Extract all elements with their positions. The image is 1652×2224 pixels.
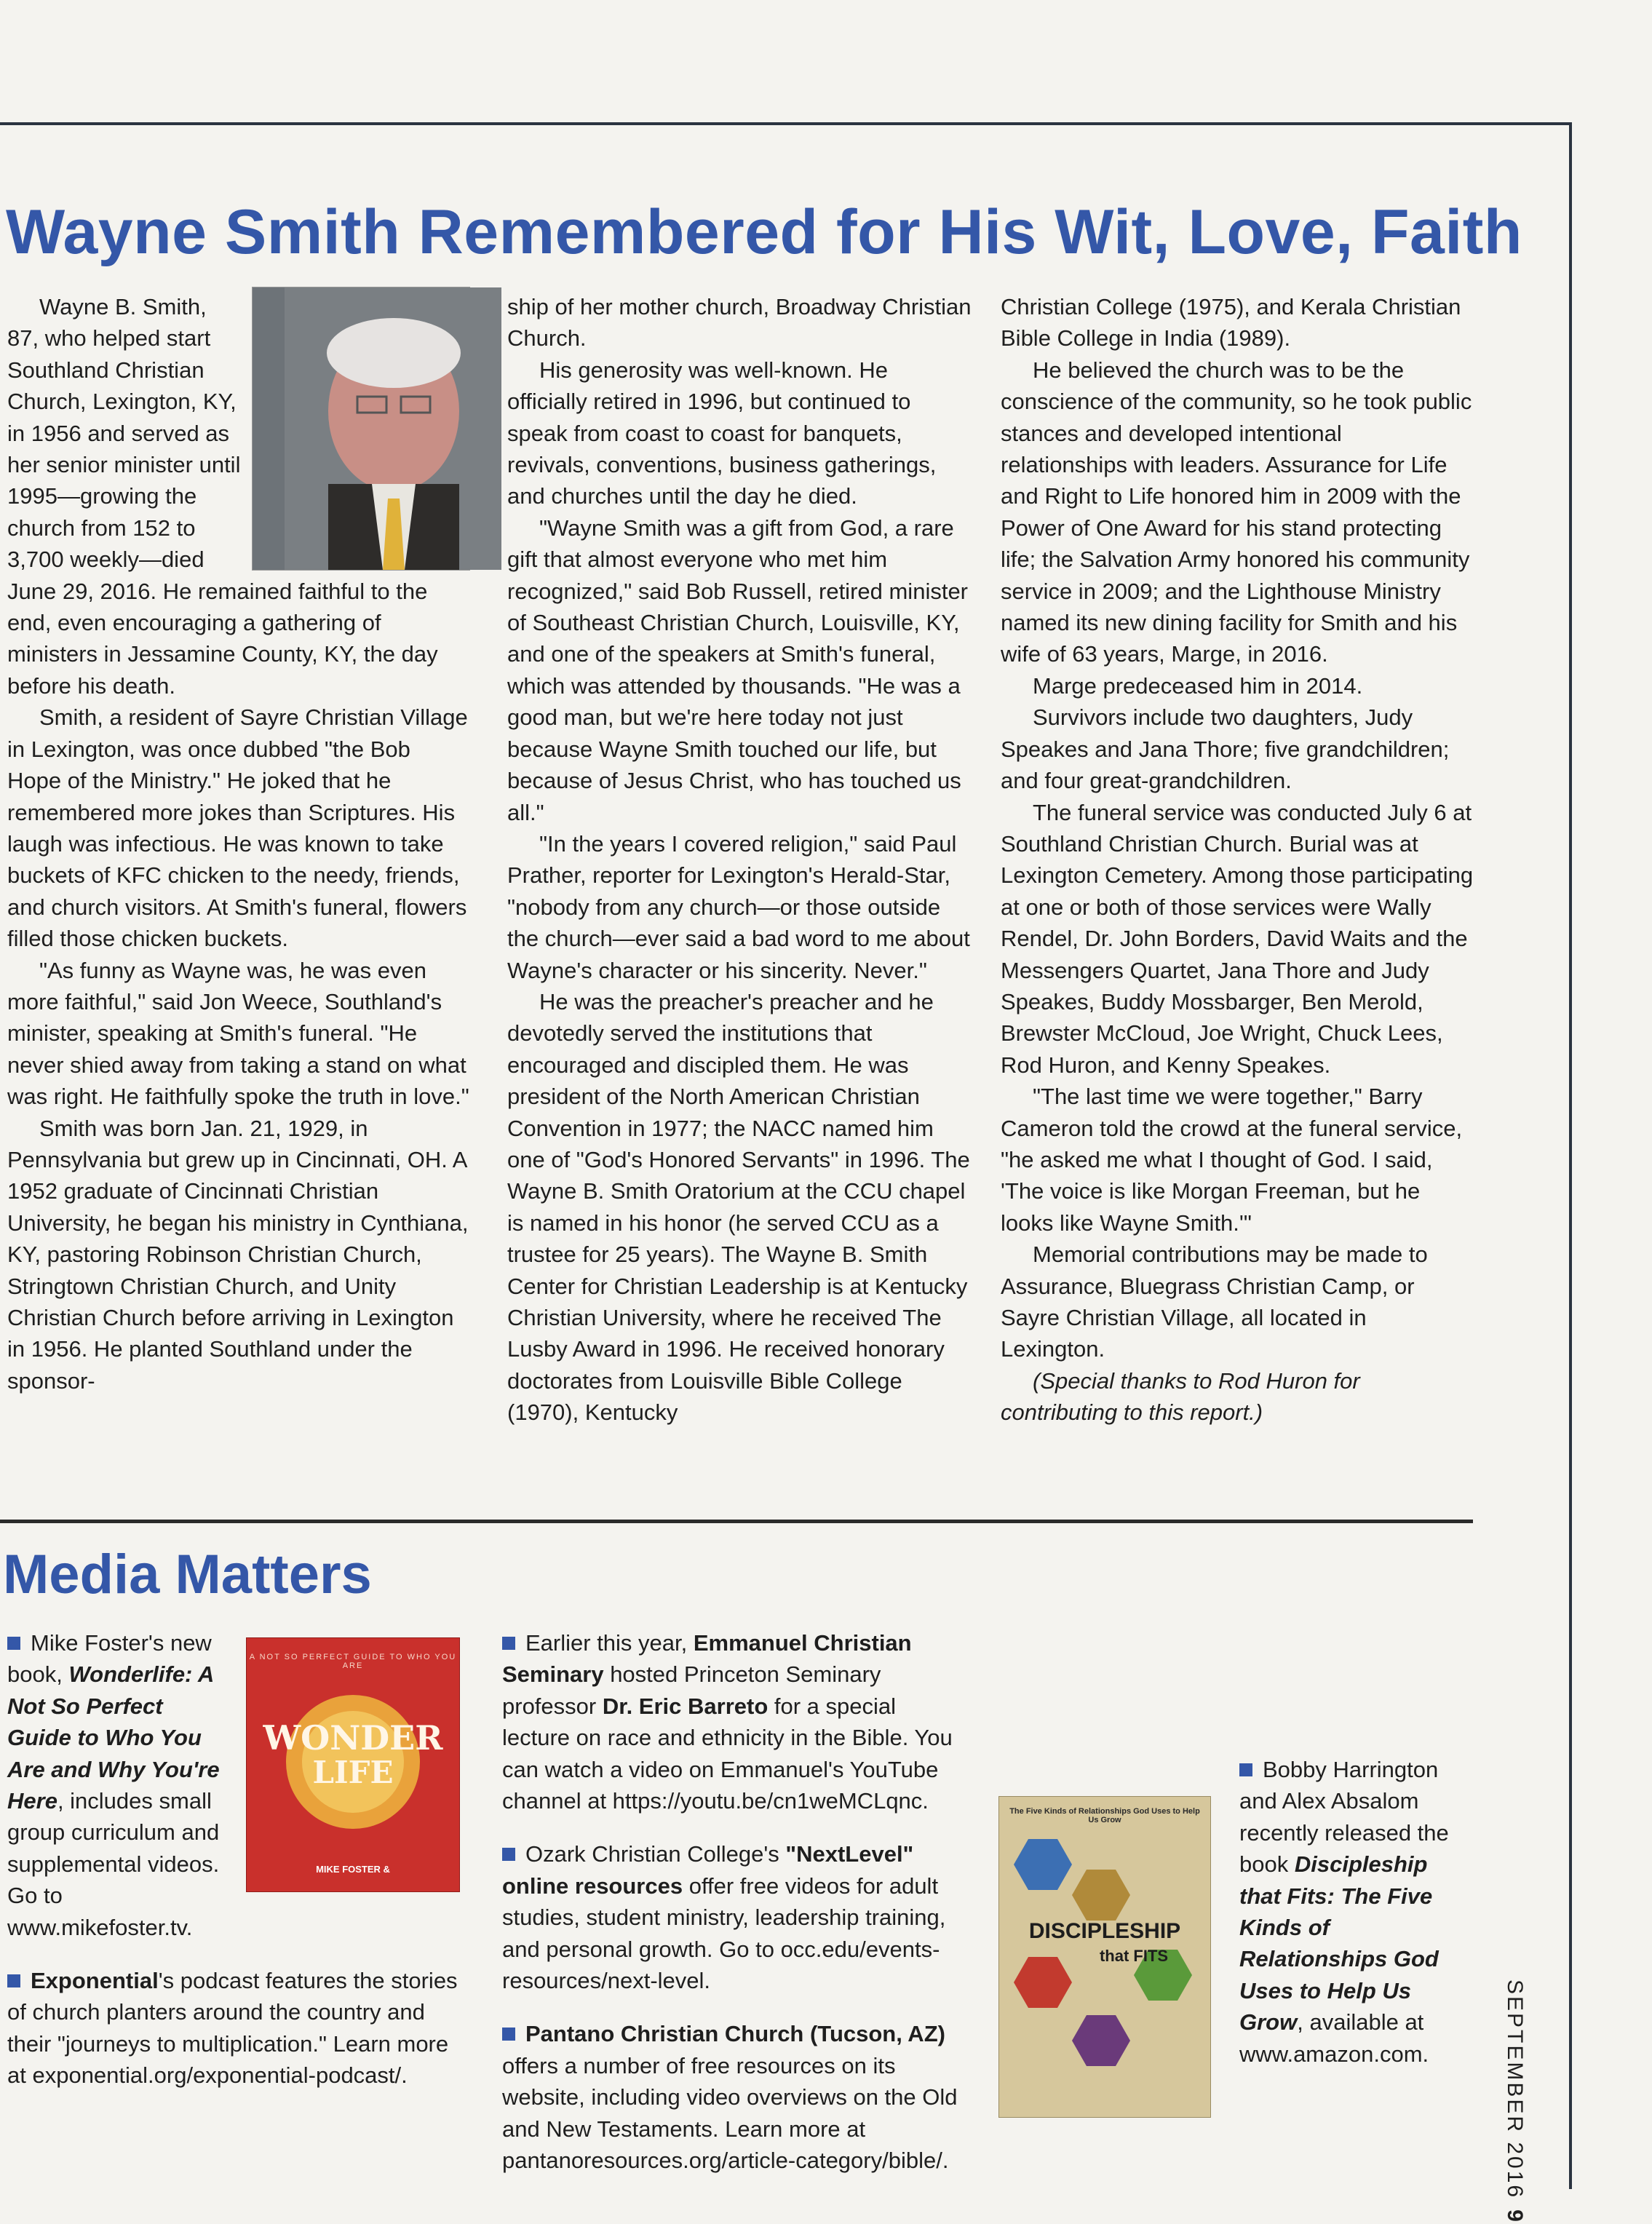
disc-cover-subtitle: that FITS bbox=[1099, 1947, 1169, 1965]
media-matters-heading: Media Matters bbox=[3, 1544, 372, 1605]
pantano-name: Pantano Christian Church (Tucson, AZ) bbox=[525, 2021, 945, 2047]
bullet-icon bbox=[502, 2028, 515, 2041]
col2-para-1: ship of her mother church, Broadway Christian Church. bbox=[507, 294, 972, 352]
bullet-icon bbox=[1239, 1763, 1252, 1776]
page-number: 9 bbox=[1503, 2209, 1527, 2224]
ozark-text-2: offer free videos for adult studies, student ministry, leadership training, and personal growth. Go to occ.edu/events-resources/next-level. bbox=[502, 1872, 946, 1994]
discipleship-book-title: Discipleship that Fits: The Five Kinds of Relationships God Uses to Help Us Grow bbox=[1239, 1851, 1439, 2036]
ozark-text-1: Ozark Christian College's bbox=[525, 1841, 786, 1867]
col1-para-2: Smith, a resident of Sayre Christian Village in Lexington, was once dubbed "the Bob Hope of the Ministry." He joked that he remembered more jokes than Scriptures. His laugh was infectious. He was known to take buckets of KFC chicken to the needy, friends, and church visitors. At Smith's funeral, flowers filled those chicken buckets. bbox=[7, 704, 468, 952]
col1-para-3: "As funny as Wayne was, he was even more faithful," said Jon Weece, Southland's minister, speaking at Smith's funeral. "He never shied away from taking a stand on what was right. He faithfully spoke the truth in love." bbox=[7, 957, 469, 1110]
pantano-text: offers a number of free resources on its website, including video overviews on the Old and New Testaments. Learn more at pantanoresources.org/article-category/bible/. bbox=[502, 2052, 958, 2174]
col3-credit: (Special thanks to Rod Huron for contributing to this report.) bbox=[1001, 1367, 1360, 1426]
wonder-book-title: Wonderlife: A Not So Perfect Guide to Who You Are and Why You're Here bbox=[7, 1661, 220, 1814]
disc-cover-tagline: The Five Kinds of Relationships God Uses to Help Us Grow bbox=[1009, 1807, 1200, 1824]
media-column-2 bbox=[502, 1627, 968, 2177]
exponential-rest: 's podcast features the stories of church planters around the country and their "journeys to multiplication." Learn more at exponential.org/exponential-podcast/. bbox=[7, 1968, 458, 2089]
discipleship-book-cover bbox=[998, 1796, 1211, 2118]
emmanuel-text-2: hosted Princeton Seminary professor bbox=[502, 1661, 881, 1719]
col3-para-2: He believed the church was to be the conscience of the community, so he took public stances and developed intentional relationships with leaders. Assurance for Life and Right to Life honored him in 2009 with the Power of One Award for his stand protecting life; the Salvation Army honored his community service in 2009; and the Lighthouse Ministry named its new dining facility for Smith and his wife of 63 years, Marge, in 2016. bbox=[1001, 357, 1472, 667]
article-column-1 bbox=[7, 291, 470, 1397]
nextlevel-name: "NextLevel" online resources bbox=[502, 1841, 914, 1899]
disc-cover-title: DISCIPLESHIP bbox=[1028, 1919, 1181, 1943]
issue-date: SEPTEMBER 2016 bbox=[1503, 1979, 1527, 2200]
wonder-cover-author: MIKE FOSTER & bbox=[316, 1864, 390, 1875]
col3-para-4: Survivors include two daughters, Judy Speakes and Jana Thore; five grandchildren; and four great-grandchildren. bbox=[1001, 704, 1450, 794]
col2-para-2: His generosity was well-known. He officially retired in 1996, but continued to speak from coast to coast for banquets, revivals, conventions, business gatherings, and churches until the day he died. bbox=[507, 357, 937, 509]
wonder-cover-title-2: LIFE bbox=[312, 1755, 394, 1790]
wonder-cover-title-1: WONDER bbox=[263, 1718, 443, 1758]
page-folio bbox=[1502, 1979, 1527, 2224]
eric-barreto-name: Dr. Eric Barreto bbox=[602, 1693, 769, 1719]
col3-para-1: Christian College (1975), and Kerala Christian Bible College in India (1989). bbox=[1001, 294, 1461, 352]
col2-para-3: "Wayne Smith was a gift from God, a rare gift that almost everyone who met him recognized," said Bob Russell, retired minister of Southeast Christian Church, Louisville, KY, and one of the speakers at Smith's funeral, which was attended by thousands. "He was a good man, but we're here today not just because Wayne Smith touched our life, but because of Jesus Christ, who has touched us all." bbox=[507, 515, 969, 825]
col1-para-4: Smith was born Jan. 21, 1929, in Pennsylvania but grew up in Cincinnati, OH. A 1952 graduate of Cincinnati Christian University, he began his ministry in Cynthiana, KY, pastoring Robinson Christian Church, Stringtown Christian Church, and Unity Christian Church before arriving in Lexington in 1956. He planted Southland under the sponsor- bbox=[7, 1115, 469, 1394]
emmanuel-seminary-name: Emmanuel Christian Seminary bbox=[502, 1630, 912, 1688]
article-column-2 bbox=[507, 291, 972, 1429]
bobby-text-2: , available at www.amazon.com. bbox=[1239, 2009, 1429, 2067]
frame-top-rule bbox=[0, 122, 1572, 125]
bullet-icon bbox=[7, 1974, 20, 1987]
col3-para-5: The funeral service was conducted July 6 at Southland Christian Church. Burial was at Lexington Cemetery. Among those participating at one or both of those services were Wally Rendel, Dr. John Borders, David Waits and the Messengers Quartet, Jana Thore and Judy Speakes, Buddy Mossbarger, Ben Merold, Brewster McCloud, Joe Wright, Chuck Lees, Rod Huron, and Kenny Speakes. bbox=[1001, 799, 1474, 1078]
wonder-lead: Mike Foster's new book, bbox=[7, 1630, 212, 1688]
emmanuel-text-1: Earlier this year, bbox=[525, 1630, 694, 1656]
wonderlife-book-cover: A NOT SO PERFECT GUIDE TO WHO YOU ARE WONDER LIFE MIKE FOSTER & bbox=[246, 1637, 460, 1892]
bullet-icon bbox=[7, 1637, 20, 1650]
bobby-text-1: Bobby Harrington and Alex Absalom recently released the book bbox=[1239, 1757, 1449, 1878]
article-headline: Wayne Smith Remembered for His Wit, Love, Faith bbox=[6, 197, 1522, 267]
wonder-rest: , includes small group curriculum and supplemental videos. Go to www.mikefoster.tv. bbox=[7, 1788, 220, 1940]
col2-para-5: He was the preacher's preacher and he devotedly served the institutions that encouraged and discipled them. He was president of the North American Christian Convention in 1977; the NACC named him one of "God's Honored Servants" in 1996. The Wayne B. Smith Oratorium at the CCU chapel is named in his honor (he served CCU as a trustee for 25 years). The Wayne B. Smith Center for Christian Leadership is at Kentucky Christian University, where he received The Lusby Award in 1996. He received honorary doctorates from Louisville Bible College (1970), Kentucky bbox=[507, 988, 970, 1426]
section-divider bbox=[0, 1520, 1473, 1523]
article-column-3 bbox=[1001, 291, 1474, 1429]
exponential-name: Exponential bbox=[31, 1968, 159, 1994]
wayne-smith-photo bbox=[252, 287, 470, 571]
col2-para-4: "In the years I covered religion," said Paul Prather, reporter for Lexington's Herald-Star, "nobody from any church—or those outside the church—ever said a bad word to me about Wayne's character or his sincerity. Never." bbox=[507, 830, 970, 983]
bullet-icon bbox=[502, 1848, 515, 1861]
emmanuel-text-3: for a special lecture on race and ethnicity in the Bible. You can watch a video on Emmanuel's YouTube channel at https://youtu.be/cn1weMCLqnc. bbox=[502, 1693, 953, 1814]
frame-right-rule bbox=[1569, 122, 1572, 2189]
col1-para-1: Wayne B. Smith, 87, who helped start Southland Christian Church, Lexington, KY, in 1956 and served as her senior minister until 1995—growing the church from 152 to 3,700 weekly—died June 29, 2016. He remained faithful to the end, even encouraging a gathering of ministers in Jessamine County, KY, the day before his death. bbox=[7, 294, 438, 699]
col3-para-7: Memorial contributions may be made to Assurance, Bluegrass Christian Camp, or Sayre Christian Village, all located in Lexington. bbox=[1001, 1242, 1428, 1362]
bullet-icon bbox=[502, 1637, 515, 1650]
col3-para-6: "The last time we were together," Barry Cameron told the crowd at the funeral service, "he asked me what I thought of God. I said, 'The voice is like Morgan Freeman, but he looks like Wayne Smith.'" bbox=[1001, 1084, 1463, 1236]
col3-para-3: Marge predeceased him in 2014. bbox=[1033, 672, 1363, 699]
